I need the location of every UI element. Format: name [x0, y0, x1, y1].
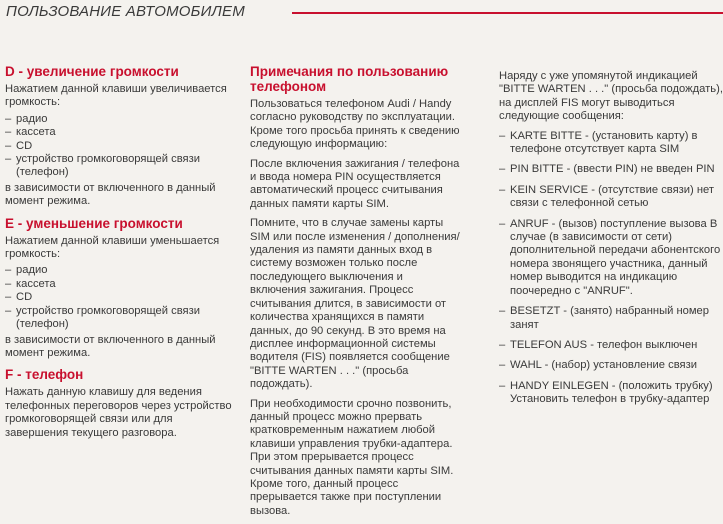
list-item: – кассета [5, 126, 233, 139]
list-item: – CD [5, 291, 233, 304]
fis-message-item: – KARTE BITTE - (установить карту) в телефоне отсутствует карта SIM [499, 130, 723, 157]
phone-notes-paragraph: Пользоваться телефоном Audi / Handy согласно руководству по эксплуатации. Кроме того просьба принять к сведению следующую информацию: [250, 98, 460, 151]
list-item: – радио [5, 113, 233, 126]
phone-notes-paragraph: При необходимости срочно позвонить, данный процесс можно прервать кратковременным нажатием любой клавиши управления трубки-адаптера. При этом прерывается процесс считывания данных памяти карты SIM. Кроме того, данный процесс прерывается также при поступлении вызова. [250, 397, 454, 517]
section-d-heading: D - увеличение громкости [5, 64, 179, 79]
page-header [0, 0, 723, 26]
section-e-intro: Нажатием данной клавиши уменьшается громкость: [5, 234, 220, 261]
list-item: – устройство громкоговорящей связи (телефон) [5, 305, 233, 332]
fis-messages-intro: Наряду с уже упомянутой индикацией "BITTE WARTEN . . ." (просьба подождать), на дисплей FIS могут выводиться следующие сообщения: [499, 70, 723, 123]
fis-message-item: – ANRUF - (вызов) поступление вызова В случае (в зависимости от сети) дополнительной передачи абонентского номера звонящего участника, данный номер выводится на индикацию поочередно с "ANRUF". [499, 218, 723, 298]
fis-message-item: – WAHL - (набор) установление связи [499, 359, 723, 372]
section-f-text: Нажать данную клавишу для ведения телефонных переговоров через устройство громкоговорящей связи или для завершения текущего разговора. [5, 386, 232, 439]
list-item: – радио [5, 264, 233, 277]
section-e-list [5, 264, 233, 331]
phone-notes-paragraph: Помните, что в случае замены карты SIM или после изменения / дополнения/ удаления из памяти данных вход в систему возможен только после последующего выключения и включения зажигания. Процесс считывания длится, в зависимости от количества хранящихся в памяти данных, до 90 секунд. В это время на дисплее информационной системы водителя (FIS) появляется сообщение "BITTE WARTEN . . ." (просьба подождать). [250, 217, 460, 391]
section-e-heading: E - уменьшение громкости [5, 215, 183, 231]
phone-notes-paragraph: После включения зажигания / телефона и ввода номера PIN осуществляется автоматический процесс считывания данных памяти карты SIM. [250, 157, 460, 210]
fis-message-item: – TELEFON AUS - телефон выключен [499, 339, 723, 352]
header-rule [292, 12, 723, 14]
section-d-note: в зависимости от включенного в данный момент режима. [5, 181, 216, 208]
list-item: – CD [5, 140, 233, 153]
page-title: ПОЛЬЗОВАНИЕ АВТОМОБИЛЕМ [6, 3, 245, 20]
phone-notes-heading: Примечания по пользованию телефоном [250, 64, 449, 94]
fis-message-item: – BESETZT - (занято) набранный номер занят [499, 305, 723, 332]
list-item: – устройство громкоговорящей связи (телефон) [5, 153, 233, 180]
fis-message-item: – HANDY EINLEGEN - (положить трубку) Установить телефон в трубку-адаптер [499, 380, 723, 407]
column-middle [250, 64, 462, 524]
column-right [499, 70, 723, 414]
section-d-list [5, 113, 233, 180]
fis-message-item: – PIN BITTE - (ввести PIN) не введен PIN [499, 163, 723, 176]
list-item: – кассета [5, 278, 233, 291]
section-e-note: в зависимости от включенного в данный момент режима. [5, 333, 216, 359]
fis-message-item: – KEIN SERVICE - (отсутствие связи) нет связи с телефонной сетью [499, 184, 723, 211]
section-f-heading: F - телефон [5, 367, 84, 383]
section-d-intro: Нажатием данной клавиши увеличивается громкость: [5, 83, 227, 109]
column-left [5, 64, 233, 443]
